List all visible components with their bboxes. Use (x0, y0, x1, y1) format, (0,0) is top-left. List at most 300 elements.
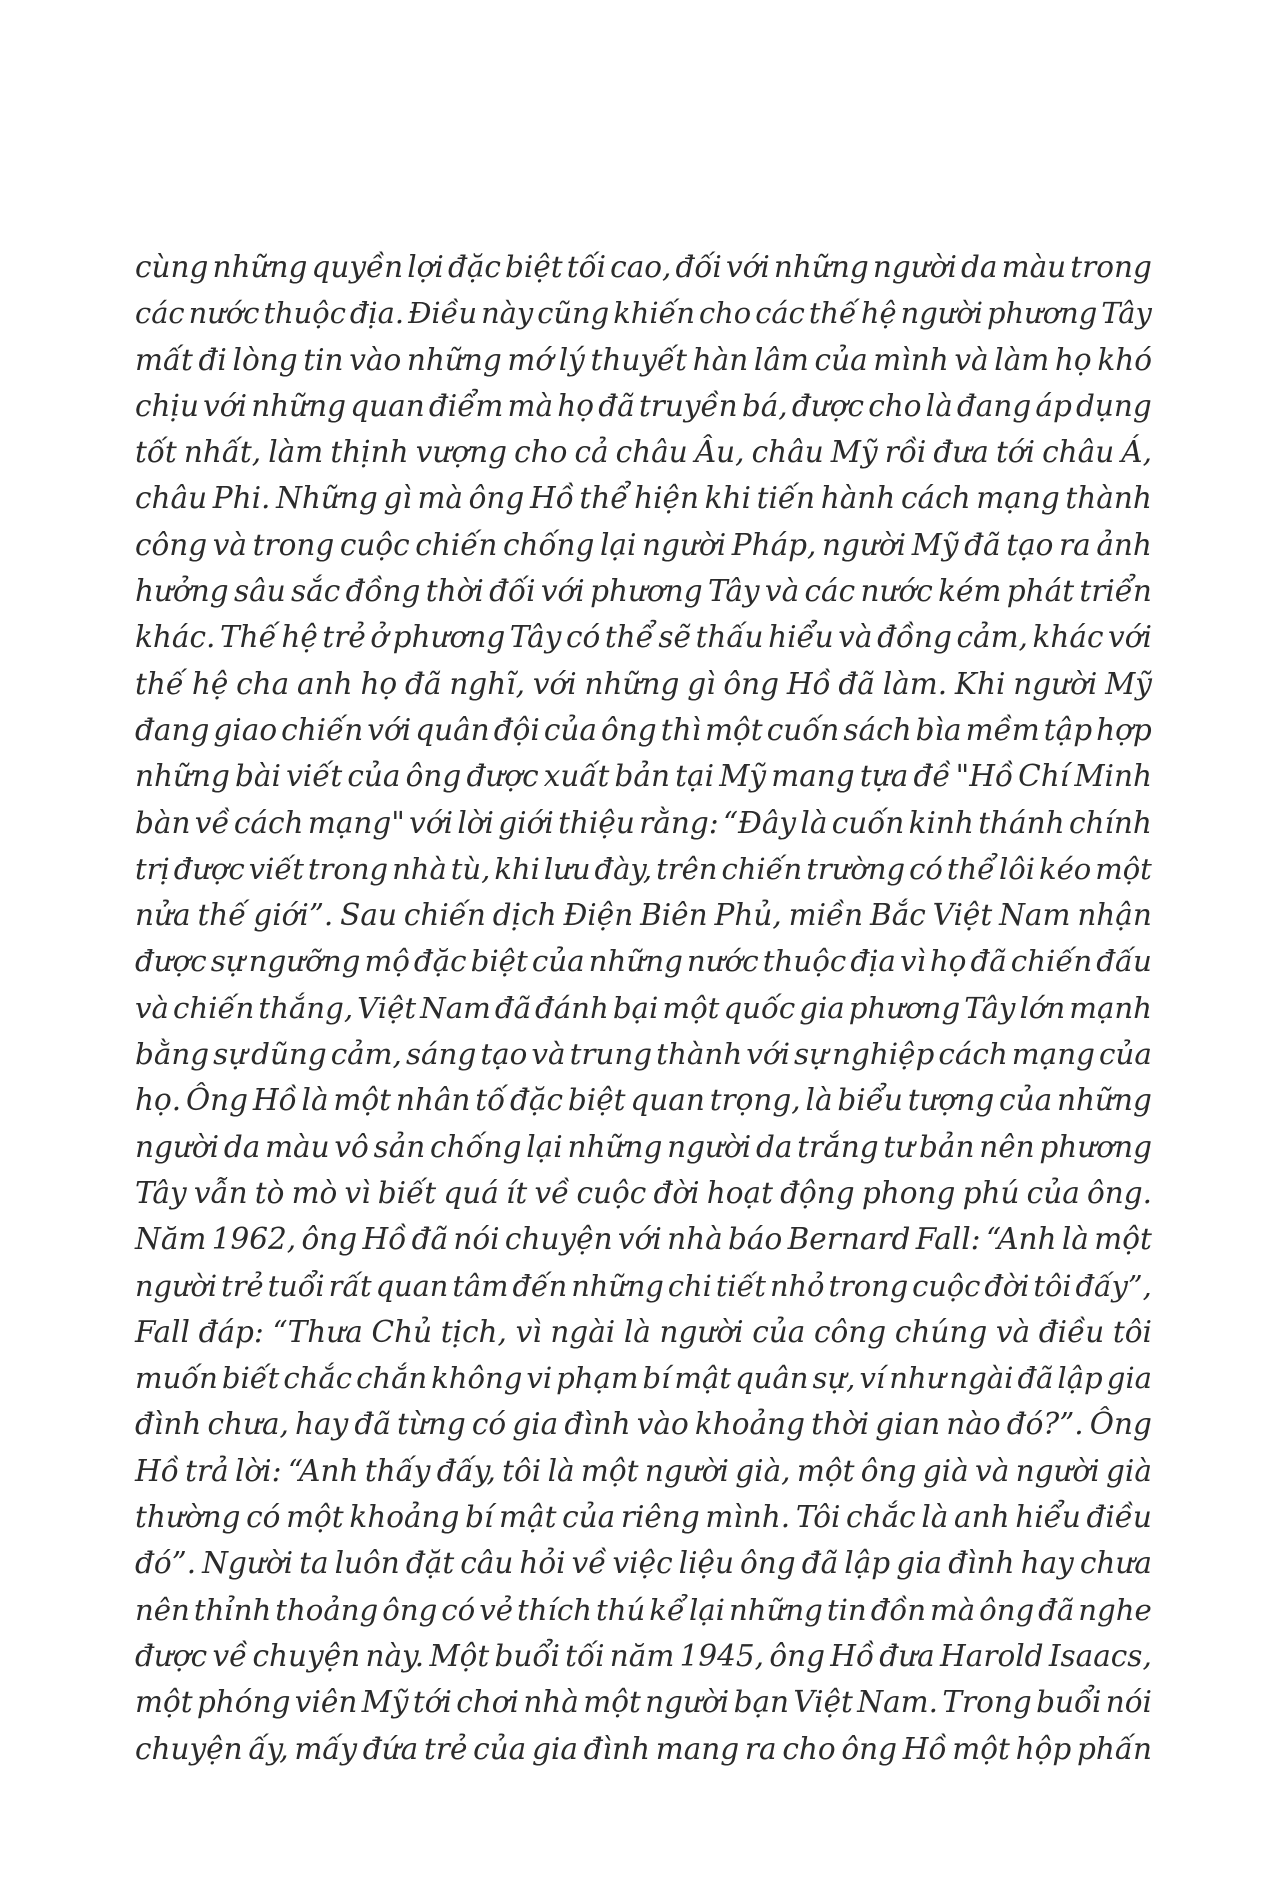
word: hàn (692, 342, 749, 377)
word: quân (735, 1361, 809, 1396)
word: Bắc (870, 898, 926, 933)
text-line-content (135, 337, 1152, 383)
word: có (909, 851, 943, 886)
word: và (764, 574, 800, 609)
word: đánh (535, 990, 609, 1025)
text-line (135, 337, 1152, 383)
word: nghiệp (832, 1037, 935, 1072)
word: được (791, 388, 865, 423)
word: chi (667, 1268, 712, 1303)
word: đình (583, 1731, 650, 1766)
word: Một (429, 1638, 490, 1673)
word: biệt (470, 944, 528, 979)
word: và (531, 1037, 566, 1072)
word: Sau (340, 898, 397, 933)
word: Tây (1101, 296, 1152, 331)
word: những (729, 1592, 823, 1627)
word: người (642, 527, 727, 562)
word: trung (569, 1037, 653, 1072)
word: Mỹ (719, 759, 767, 794)
word: gì (687, 666, 716, 701)
word: mạng (976, 481, 1060, 516)
word: biệt (505, 250, 563, 284)
word: thời (811, 1407, 870, 1442)
word: người (822, 527, 907, 562)
word: 1962, (211, 1222, 297, 1257)
word: đã (1017, 1361, 1054, 1396)
word: Điện (563, 898, 634, 933)
word: thiệu (558, 805, 635, 840)
word: sự (794, 1037, 829, 1072)
word: lời: (234, 1453, 282, 1488)
text-line (135, 1726, 1152, 1772)
word: với (203, 388, 248, 423)
word: trị (135, 851, 170, 886)
word: tới (995, 435, 1036, 470)
word: cùng (135, 250, 209, 284)
word: kém (938, 574, 1002, 609)
word: Ông (1089, 1407, 1152, 1442)
word: chắc (283, 1361, 353, 1396)
word: lập (1057, 1361, 1103, 1396)
word: tạo (1006, 527, 1054, 562)
word: Tây (964, 990, 1016, 1025)
word: vì (344, 1175, 371, 1210)
word: của (473, 1731, 527, 1766)
text-line-content (135, 985, 1152, 1031)
word: trọng, (709, 1083, 801, 1118)
word: mật (499, 1500, 557, 1535)
word: da (223, 1129, 261, 1164)
word: làm (268, 435, 324, 470)
word: bại (612, 990, 659, 1025)
word: họ (557, 388, 595, 423)
word: đình (948, 1546, 1015, 1581)
word: Hồ (252, 1083, 297, 1118)
word: động (780, 1175, 855, 1210)
word: lời (457, 805, 494, 840)
word: các (804, 574, 856, 609)
word: trong (1070, 250, 1152, 284)
word: một (135, 1685, 193, 1720)
word: lại (688, 1592, 725, 1627)
word: với (617, 1222, 662, 1257)
word: cha (236, 666, 290, 701)
word: ông (601, 712, 657, 747)
word: bản (918, 1129, 975, 1164)
word: là (1061, 1222, 1089, 1257)
word: nên (979, 1129, 1035, 1164)
word: mò (291, 1175, 338, 1210)
word: biết (377, 1175, 437, 1210)
word: phương (590, 574, 703, 609)
word: nhỏ (769, 1268, 825, 1303)
word: ông (979, 1592, 1035, 1627)
word: cuốn (766, 712, 840, 747)
word: chúng (894, 1314, 988, 1349)
word: ra (744, 1731, 777, 1766)
word: cuộc (912, 1268, 981, 1303)
word: quan (350, 388, 425, 423)
word: chuyện (504, 1222, 613, 1257)
word: phương (986, 296, 1098, 331)
word: tuổi (267, 1268, 325, 1303)
word: bằng (135, 1037, 210, 1072)
word: chiến (403, 898, 486, 933)
word: khoảng (694, 1407, 805, 1442)
word: Tây (509, 620, 562, 655)
word: “Anh (985, 1222, 1057, 1257)
word: buổi (494, 1638, 560, 1673)
word: phương (392, 620, 506, 655)
word: đã (1038, 1592, 1075, 1627)
word: sự, (812, 1361, 856, 1396)
word: là (623, 1314, 651, 1349)
word: từng (397, 1407, 466, 1442)
word: áp (1035, 388, 1072, 423)
word: quân (415, 712, 490, 747)
word: ngưỡng (248, 944, 361, 979)
word: mình. (705, 1500, 791, 1535)
word: ông (468, 481, 525, 516)
word: gia (799, 990, 845, 1025)
word: Mỹ (361, 1685, 409, 1720)
word: cho (514, 435, 568, 470)
word: kể (649, 1592, 685, 1627)
word: Hồ (529, 481, 574, 516)
word: những (212, 250, 308, 284)
word: gian (875, 1407, 941, 1442)
text-line-content (135, 753, 1152, 799)
word: cao, (610, 250, 672, 284)
word: này (481, 296, 534, 331)
word: tượng (907, 1083, 995, 1118)
word: ít (505, 1175, 528, 1210)
word: thì (660, 712, 702, 747)
word: già (922, 1453, 969, 1488)
text-line-content (135, 1448, 1152, 1494)
word: tựa (859, 759, 909, 794)
word: kéo (1039, 851, 1092, 886)
word: rồi (884, 435, 927, 470)
word: trẻ (322, 620, 366, 655)
word: kinh (908, 805, 974, 840)
text-line-content (135, 892, 1152, 938)
word: trả (185, 1453, 229, 1488)
word: ấy, (248, 1731, 289, 1766)
word: Điều (408, 296, 478, 331)
word: tiến (756, 481, 816, 516)
word: đề (913, 759, 951, 794)
word: hợp (1096, 712, 1152, 747)
word: nhà (392, 851, 447, 886)
text-line-content (135, 383, 1152, 429)
word: của (543, 712, 597, 747)
text-line-content (135, 614, 1152, 660)
word: phương (848, 990, 961, 1025)
word: công (135, 527, 208, 562)
text-line (135, 1540, 1152, 1586)
word: phú (962, 1175, 1020, 1210)
word: già (1106, 1453, 1152, 1488)
word: Tây (135, 1175, 187, 1210)
word: của (531, 944, 585, 979)
word: người (1015, 1453, 1100, 1488)
word: tối (565, 1638, 605, 1673)
word: với (1108, 620, 1152, 655)
word: điều (1086, 1500, 1152, 1535)
text-line (135, 1309, 1152, 1355)
word: thoảng (275, 1592, 379, 1627)
word: lại (599, 527, 637, 562)
word: gì (383, 481, 412, 516)
text-line (135, 938, 1152, 984)
word: gia (512, 1407, 559, 1442)
word: hộp (1015, 1731, 1072, 1766)
word: những (773, 250, 869, 284)
word: mang (655, 1731, 740, 1766)
word: với (746, 1037, 790, 1072)
word: mật (674, 1361, 732, 1396)
word: khác. (135, 620, 216, 655)
word: Phủ, (714, 898, 782, 933)
word: thích (516, 1592, 592, 1627)
word: tịch, (440, 1314, 507, 1349)
word: một (662, 990, 720, 1025)
word: ông (405, 759, 462, 794)
word: điều (1038, 1314, 1105, 1349)
word: cũng (537, 296, 610, 331)
word: muốn (135, 1361, 218, 1396)
word: người (659, 1314, 744, 1349)
word: với (532, 666, 577, 701)
text-line (135, 383, 1152, 429)
word: Minh (1074, 759, 1152, 794)
word: Fall: (915, 1222, 981, 1257)
word: da (755, 1129, 793, 1164)
word: Trong (942, 1685, 1032, 1720)
word: gia (1106, 1361, 1152, 1396)
word: thế (808, 296, 857, 331)
word: đời (653, 1175, 700, 1210)
word: chơi (456, 1685, 519, 1720)
word: được (173, 851, 245, 886)
word: những (584, 666, 680, 701)
word: vượng (415, 435, 507, 470)
word: dịch (492, 898, 557, 933)
word: đang (135, 712, 210, 747)
word: Mỹ (830, 435, 878, 470)
word: họ. (135, 1083, 182, 1118)
word: bàn (135, 805, 191, 840)
word: của (562, 1500, 616, 1535)
word: báo (728, 1222, 783, 1257)
word: viết (286, 759, 343, 794)
word: mà (507, 388, 554, 423)
text-line (135, 1263, 1152, 1309)
word: trường (806, 851, 906, 886)
word: quá (443, 1175, 499, 1210)
word: ra (1059, 527, 1091, 562)
word: một (286, 1500, 344, 1535)
word: lý (558, 342, 585, 377)
word: sự (213, 1037, 248, 1072)
word: bạn (733, 1685, 790, 1720)
word: lại (526, 1129, 563, 1164)
text-line (135, 1633, 1152, 1679)
word: quốc (723, 990, 796, 1025)
word: lớn (1019, 990, 1066, 1025)
word: việc (612, 1546, 673, 1581)
word: nên (135, 1592, 190, 1627)
word: giao (213, 712, 278, 747)
word: nước (188, 296, 260, 331)
word: lưu (543, 851, 591, 886)
word: đội (493, 712, 540, 747)
word: ông (841, 1731, 898, 1766)
word: dũng (251, 1037, 327, 1072)
word: đã (411, 1222, 449, 1257)
word: tù, (450, 851, 491, 886)
word: mình (873, 342, 949, 377)
word: đứa (362, 1731, 419, 1766)
word: ông (382, 1592, 438, 1627)
word: hệ (191, 666, 229, 701)
word: người (135, 1129, 220, 1164)
word: thành (656, 1037, 743, 1072)
word: thấy (364, 1453, 431, 1488)
word: và (975, 1453, 1010, 1488)
word: người (644, 1453, 729, 1488)
word: “Thưa (272, 1314, 363, 1349)
text-line-content (135, 1587, 1152, 1633)
word: rằng: (639, 805, 719, 840)
word: “Đây (722, 805, 797, 840)
word: những (251, 388, 347, 423)
word: đấy, (436, 1453, 496, 1488)
text-line-content (135, 244, 1152, 290)
word: thể (604, 620, 654, 655)
word: vào (349, 342, 402, 377)
word: bài (235, 759, 281, 794)
word: tập (1043, 712, 1093, 747)
word: Nam (420, 990, 491, 1025)
word: đi (198, 342, 227, 377)
word: đã (801, 1546, 839, 1581)
word: sáng (405, 1037, 477, 1072)
word: những (135, 759, 230, 794)
word: đang (956, 388, 1032, 423)
word: chắc (846, 1500, 916, 1535)
word: nghĩ, (449, 666, 526, 701)
text-line (135, 475, 1152, 521)
word: vi (526, 1361, 553, 1396)
text-line-content (135, 429, 1152, 475)
word: hệ (281, 620, 318, 655)
word: Hồ (786, 666, 831, 701)
word: da (961, 250, 998, 284)
word: ông (723, 666, 780, 701)
word: Hồ (135, 1453, 179, 1488)
word: đến (512, 1268, 568, 1303)
word: quan (630, 1083, 705, 1118)
word: của (1098, 1037, 1152, 1072)
word: hay (1020, 1546, 1074, 1581)
word: hiện (634, 481, 699, 516)
word: Thế (219, 620, 277, 655)
word: thế (135, 666, 185, 701)
text-line-content (135, 522, 1152, 568)
word: các (755, 296, 805, 331)
text-line-content (135, 1540, 1152, 1586)
word: châu (615, 435, 688, 470)
word: chiến (721, 851, 803, 886)
text-line (135, 1448, 1152, 1494)
word: phóng (196, 1685, 291, 1720)
word: Nam (999, 898, 1071, 933)
word: địa. (349, 296, 405, 331)
word: lập (844, 1546, 891, 1581)
word: chống (502, 527, 595, 562)
word: màu (265, 1129, 330, 1164)
word: thuyết (590, 342, 688, 377)
word: đời (984, 1268, 1030, 1303)
text-line-content (135, 1077, 1152, 1123)
word: được (135, 944, 207, 979)
word: phương (1039, 1129, 1152, 1164)
word: xuất (543, 759, 610, 794)
word: khi (704, 481, 751, 516)
word: đồn (870, 1592, 927, 1627)
word: này. (365, 1638, 425, 1673)
word: sẽ (658, 620, 692, 655)
word: hoạt (706, 1175, 773, 1210)
word: vào (636, 1407, 689, 1442)
word: vì (899, 944, 926, 979)
word: có (565, 620, 601, 655)
word: Chủ (371, 1314, 433, 1349)
text-line-content (135, 475, 1152, 521)
word: ông (301, 1222, 358, 1257)
word: là (301, 1083, 329, 1118)
word: thể (579, 481, 629, 516)
text-line-content (135, 1309, 1152, 1355)
word: khi (494, 851, 540, 886)
word: thường (135, 1500, 241, 1535)
word: cuộc (576, 1175, 647, 1210)
word: anh (954, 1500, 1010, 1535)
word: sách (843, 712, 912, 747)
text-line-content (135, 1726, 1152, 1772)
word: bí (642, 1361, 671, 1396)
text-line-content (135, 1679, 1152, 1725)
word: của (814, 342, 868, 377)
word: khoảng (349, 1500, 460, 1535)
word: những (571, 1268, 664, 1303)
text-line (135, 1679, 1152, 1725)
word: đặt (405, 1546, 455, 1581)
word: Ông (185, 1083, 249, 1118)
word: đặc (510, 1083, 564, 1118)
word: biệt (567, 1083, 626, 1118)
word: được (466, 759, 539, 794)
word: mang (771, 759, 855, 794)
word: Bernard (787, 1222, 911, 1257)
word: tâm (452, 1268, 509, 1303)
word: bìa (915, 712, 962, 747)
word: Tôi (795, 1500, 841, 1535)
text-line (135, 753, 1152, 799)
